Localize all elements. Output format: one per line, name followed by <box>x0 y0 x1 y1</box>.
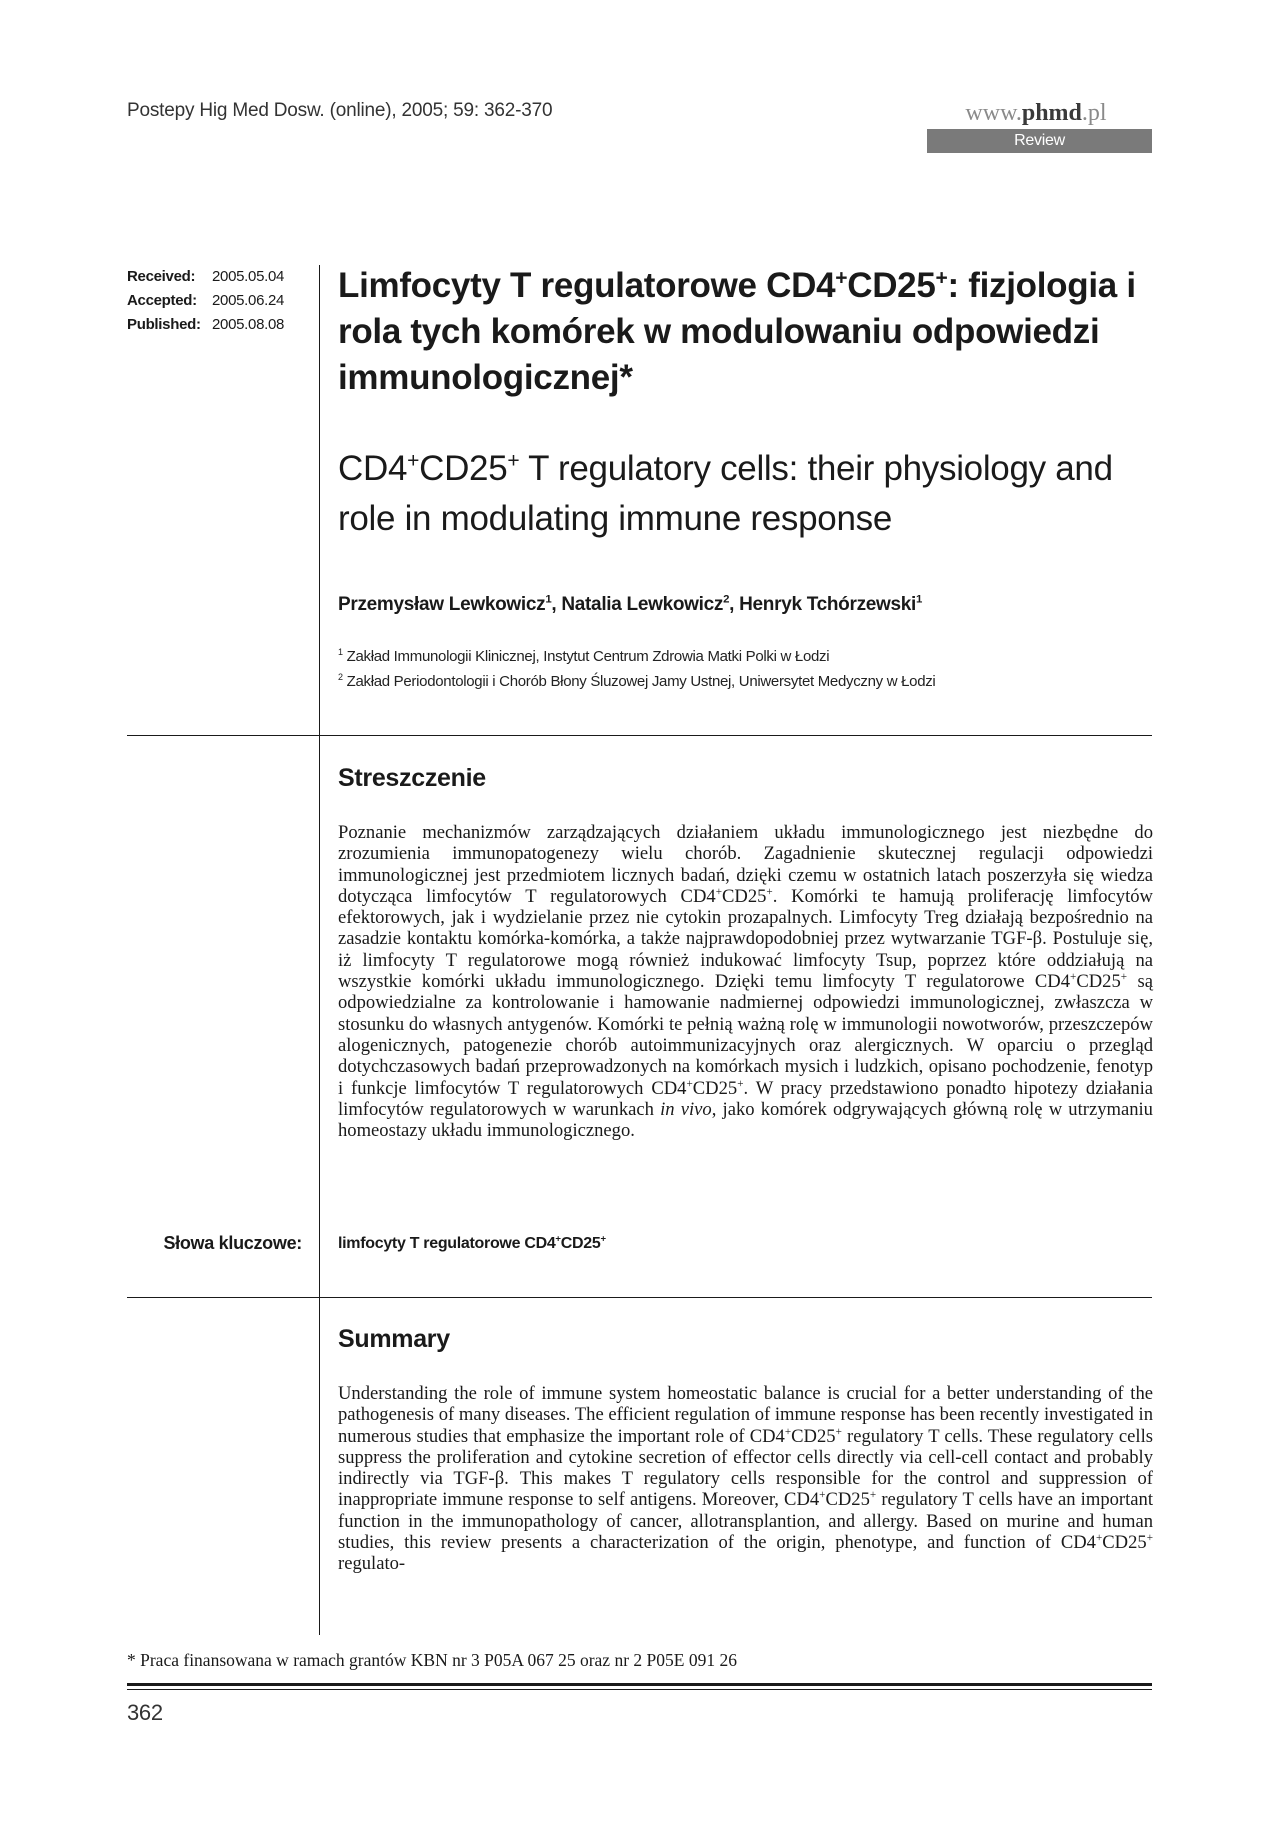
site-main: phmd <box>1021 100 1082 126</box>
abstract-english: Understanding the role of immune system homeostatic balance is crucial for a better understanding of the pathogenesis of many diseases. The efficient regulation of immune response has been recently investigated in numerous studies that emphasize the important role of CD4+CD25+ regulatory T cells. These regulatory cells suppress the proliferation and cytokine secretion of effector cells directly via cell-cell contact and probably indirectly via TGF-β. This makes T regulatory cells responsible for the control and suppression of inappropriate immune response to self antigens. Moreover, CD4+CD25+ regulatory T cells have an important function in the immunopathology of cancer, allotransplantion, and allergy. Based on murine and human studies, this review presents a characterization of the origin, phenotype, and function of CD4+CD25+ regulato- <box>338 1383 1153 1575</box>
title-english: CD4+CD25+ T regulatory cells: their physiology and role in modulating immune response <box>338 449 1113 538</box>
funding-footnote: * Praca finansowana w ramach grantów KBN nr 3 P05A 067 25 oraz nr 2 P05E 091 26 <box>127 1650 737 1670</box>
section-rule <box>127 735 1152 736</box>
author-name: Przemysław Lewkowicz <box>338 594 546 615</box>
abstract-polish: Poznanie mechanizmów zarządzających działaniem układu immunologicznego jest niezbędne do zrozumienia immunopatogenezy wielu chorób. Zagadnienie skutecznej regulacji odpowiedzi immunologicznej jest przedmiotem licznych badań, dzięki czemu w ostatnich latach poszerzyła się wiedza dotycząca limfocytów T regulatorowych CD4+CD25+. Komórki te hamują proliferację limfocytów efektorowych, jak i wydzielanie przez nie cytokin prozapalnych. Limfocyty Treg działają bezpośrednio na zasadzie kontaktu komórka-komórka, a także najprawdopodobniej przez wytwarzanie TGF-β. Postuluje się, iż limfocyty T regulatorowe mogą również indukować limfocyty Tsup, poprzez które oddziałują na wszystkie komórki układu immunologicznego. Dzięki temu limfocyty T regulatorowe CD4+CD25+ są odpowiedzialne za kontrolowanie i hamowanie nadmiernej odpowiedzi immunologicznej, zwłaszcza w stosunku do własnych antygenów. Komórki te pełnią ważną rolę w immunologii nowotworów, przeszczepów alogenicznych, patogenezie chorób autoimmunizacyjnych oraz alergicznych. W oparciu o przegląd dotychczasowych badań przeprowadzonych na komórkach mysich i ludzkich, opisano pochodzenie, fenotyp i funkcje limfocytów T regulatorowych CD4+CD25+. W pracy przedstawiono ponadto hipotezy działania limfocytów regulatorowych w warunkach in vivo, jako komórek odgrywających główną rolę w utrzymaniu homeostazy układu immunologicznego. <box>338 822 1153 1142</box>
keywords-label: Słowa kluczowe: <box>163 1233 302 1253</box>
author-name: Natalia Lewkowicz <box>561 594 724 615</box>
date-value: 2005.05.04 <box>212 268 285 285</box>
keywords-text: limfocyty T regulatorowe CD4+CD25+ <box>338 1233 606 1252</box>
date-label: Published: <box>127 316 201 333</box>
section-badge: Review <box>927 129 1152 153</box>
date-label: Received: <box>127 268 196 285</box>
journal-website[interactable] <box>920 100 1152 127</box>
date-label: Accepted: <box>127 292 197 309</box>
received-date <box>127 268 284 285</box>
abstract-heading-polish: Streszczenie <box>338 764 486 792</box>
author-name: Henryk Tchórzewski <box>739 594 917 615</box>
journal-citation: Postepy Hig Med Dosw. (online), 2005; 59: 362-370 <box>127 100 553 121</box>
page-number: 362 <box>127 1700 163 1725</box>
site-prefix: www. <box>965 100 1022 126</box>
site-suffix: .pl <box>1081 100 1107 126</box>
affiliation: $^2$ Zakład Periodontologii i Chorób Błony Śluzowej Jamy Ustnej, Uniwersytet Medyczny w Łodzi <box>338 672 936 690</box>
accepted-date <box>127 292 284 309</box>
abstract-heading-english: Summary <box>338 1325 450 1353</box>
date-value: 2005.08.08 <box>212 316 285 333</box>
published-date <box>127 316 284 333</box>
title-polish: Limfocyty T regulatorowe CD4+CD25+: fizjologia i rola tych komórek w modulowaniu odpowiedzi immunologicznej* <box>338 266 1136 397</box>
footer-rule <box>127 1683 1152 1686</box>
footer-rule <box>127 1689 1152 1690</box>
section-rule <box>127 1297 1152 1298</box>
author-list: Przemysław Lewkowicz$^1$, Natalia Lewkowicz$^2$, Henryk Tchórzewski$^1$ <box>338 593 923 615</box>
affiliation: $^1$ Zakład Immunologii Klinicznej, Instytut Centrum Zdrowia Matki Polki w Łodzi <box>338 647 830 665</box>
date-value: 2005.06.24 <box>212 292 285 309</box>
column-divider <box>319 265 320 1635</box>
